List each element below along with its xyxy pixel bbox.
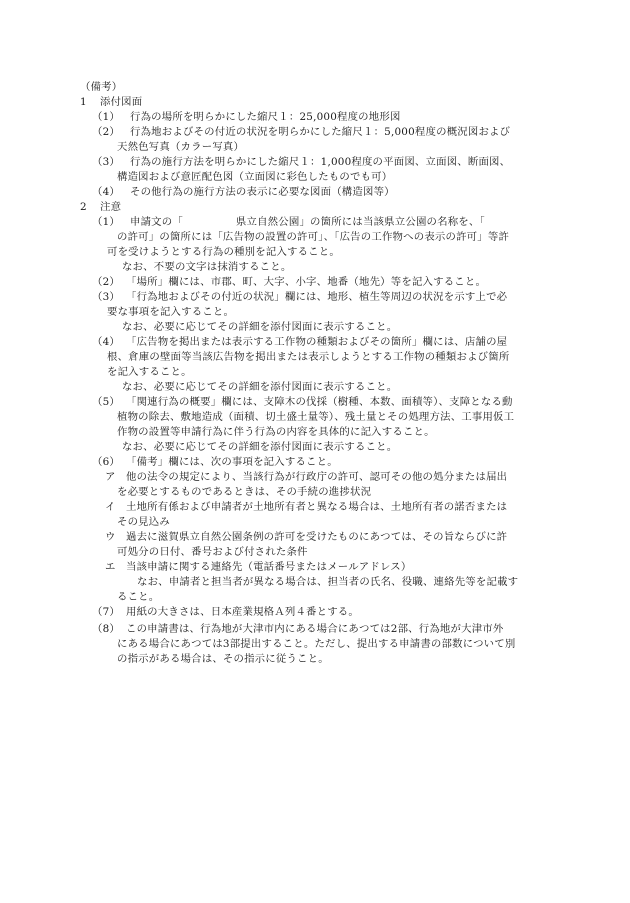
item-text: 「広告物を掲出または表示する工作物の種類およびその箇所」欄には、店舗の屋 <box>126 336 508 348</box>
item-text: 「行為地およびその付近の状況」欄には、地形、植生等周辺の状況を示す上で必 <box>126 291 508 303</box>
item-text: 可を受けようとする行為の種別を記入すること。 <box>107 246 340 258</box>
section-number: 1 <box>80 96 87 108</box>
item-text: 天然色写真（カラー写真） <box>117 141 245 153</box>
sub-item-marker: ウ <box>105 531 116 543</box>
item-number: （1） <box>92 216 120 228</box>
item-text: の指示がある場合は、その指示に従うこと。 <box>117 653 329 665</box>
item-number: （6） <box>92 456 120 468</box>
item-number: （2） <box>92 276 120 288</box>
item-text: 申請文の「 県立自然公園」の箇所には当該県立公園の名称を、「 <box>130 216 485 228</box>
item-number: （3） <box>92 291 120 303</box>
item-text: 用紙の大きさは、日本産業規格Ａ列４番とする。 <box>126 606 359 618</box>
item-text: にある場合にあつては3部提出すること。ただし、提出する申請書の部数について別 <box>117 638 516 650</box>
item-number: （1） <box>92 111 120 123</box>
item-text: 根、倉庫の壁面等当該広告物を掲出または表示しようとする工作物の種類および箇所 <box>107 351 510 363</box>
item-text: 他の法令の規定により、当該行為が行政庁の許可、認可その他の処分または届出 <box>126 471 508 483</box>
item-text: 作物の設置等申請行為に伴う行為の内容を具体的に記入すること。 <box>117 426 435 438</box>
item-text: 行為地およびその付近の状況を明らかにした縮尺１：5,000程度の概況図および <box>130 126 511 138</box>
item-text: 「関連行為の概要」欄には、支障木の伐採（樹種、本数、面積等）、支障となる動 <box>126 396 513 408</box>
item-text: の許可」の箇所には「広告物の設置の許可」、「広告の工作物への表示の許可」等許 <box>117 231 510 243</box>
item-text: 土地所有係および申請者が土地所有者と異なる場合は、土地所有者の諾否または <box>126 501 508 513</box>
sub-item-marker: ア <box>105 471 116 483</box>
item-number: （3） <box>92 156 120 168</box>
sub-item-marker: エ <box>105 561 116 573</box>
item-text: なお、必要に応じてその詳細を添付図面に表示すること。 <box>122 321 398 333</box>
item-text: なお、申請者と担当者が異なる場合は、担当者の氏名、役職、連絡先等を記載す <box>137 576 519 588</box>
notes-heading: （備考） <box>80 81 123 93</box>
item-text: を記入すること。 <box>107 366 192 378</box>
item-text: 要な事項を記入すること。 <box>107 306 235 318</box>
item-text: を必要とするものであるときは、その手続の進捗状況 <box>117 486 372 498</box>
item-text: 可処分の日付、番号および付された条件 <box>117 546 308 558</box>
sub-item-marker: イ <box>105 501 116 513</box>
item-text: 行為の施行方法を明らかにした縮尺１：1,000程度の平面図、立面図、断面図、 <box>130 156 511 168</box>
item-number: （4） <box>92 336 120 348</box>
item-number: （8） <box>92 623 120 635</box>
item-text: 過去に滋賀県立自然公園条例の許可を受けたものにあつては、その旨ならびに許 <box>126 531 508 543</box>
section-number: 2 <box>80 201 87 213</box>
item-text: 行為の場所を明らかにした縮尺１：25,000程度の地形図 <box>130 111 401 123</box>
item-number: （2） <box>92 126 120 138</box>
item-text: 「備考」欄には、次の事項を記入すること。 <box>126 456 338 468</box>
item-text: なお、必要に応じてその詳細を添付図面に表示すること。 <box>122 381 398 393</box>
item-text: その見込み <box>117 516 170 528</box>
item-number: （7） <box>92 606 120 618</box>
item-text: なお、不要の文字は抹消すること。 <box>122 261 292 273</box>
item-text: 構造図および意匠配色図（立面図に彩色したものでも可） <box>117 171 393 183</box>
item-text: 「場所」欄には、市郡、町、大字、小字、地番（地先）等を記入すること。 <box>126 276 487 288</box>
section-title: 注意 <box>100 201 122 213</box>
item-text: なお、必要に応じてその詳細を添付図面に表示すること。 <box>122 441 398 453</box>
section-title: 添付図面 <box>100 96 143 108</box>
item-number: （5） <box>92 396 120 408</box>
item-text: 当該申請に関する連絡先（電話番号またはメールアドレス） <box>126 561 412 573</box>
item-number: （4） <box>92 186 120 198</box>
item-text: 植物の除去、敷地造成（面積、切土盛土量等）、残土量とその処理方法、工事用仮工 <box>117 411 515 423</box>
item-text: その他行為の施行方法の表示に必要な図面（構造図等） <box>130 186 395 198</box>
item-text: この申請書は、行為地が大津市内にある場合にあつては2部、行為地が大津市外 <box>126 623 504 635</box>
item-text: ること。 <box>117 591 160 603</box>
